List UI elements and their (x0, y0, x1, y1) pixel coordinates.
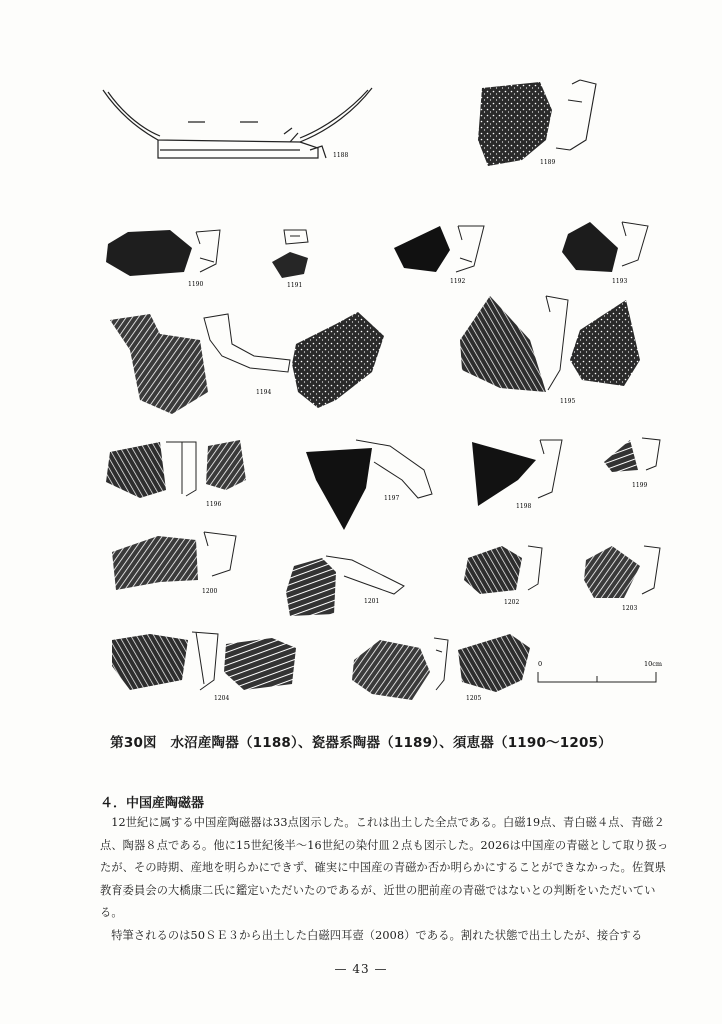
artifact-1202-sherd (464, 546, 522, 594)
artifact-1201-sherd (286, 558, 336, 616)
artifact-1201-profile (326, 556, 404, 594)
artifact-label-1201: 1201 (364, 598, 380, 605)
artifact-1190-sherd (106, 230, 192, 276)
artifact-1203-profile (642, 546, 660, 594)
artifact-1198-sherd (472, 442, 536, 506)
artifact-label-1202: 1202 (504, 599, 520, 606)
artifact-1194-profile (204, 314, 290, 372)
scale-bar-start-label: 0 (538, 660, 543, 668)
artifact-1198-profile (538, 440, 562, 498)
body-text (100, 812, 676, 947)
artifact-label-1200: 1200 (202, 588, 218, 595)
artifact-label-1205: 1205 (466, 695, 482, 702)
artifact-1195-sherd-a (460, 296, 546, 392)
artifact-1205-profile (434, 638, 448, 690)
scale-bar-end-label: 10cm (644, 660, 663, 668)
artifact-1204-sherd-b (224, 638, 296, 690)
artifact-1189-sherd (478, 82, 552, 166)
artifact-1202-profile (528, 546, 542, 590)
artifact-1193-profile (622, 222, 648, 266)
section-heading: ４．中国産陶磁器 (100, 796, 205, 811)
artifact-label-1203: 1203 (622, 605, 638, 612)
artifact-label-1195: 1195 (560, 398, 576, 405)
artifact-label-1198: 1198 (516, 503, 532, 510)
artifact-label-1189: 1189 (540, 159, 556, 166)
artifact-1194-sherd-a (110, 314, 208, 414)
artifact-1197-sherd (306, 448, 372, 530)
paragraph: 特筆されるのは50ＳＥ３から出土した白磁四耳壺（2008）である。割れた状態で出土したが、接合する (111, 928, 643, 942)
artifact-1204-profile (192, 632, 218, 690)
artifact-1195-sherd-b (570, 300, 640, 386)
artifact-1189-profile (556, 80, 596, 150)
artifact-1199-sherd (604, 440, 638, 472)
artifact-1204-sherd-a (112, 634, 188, 690)
artifact-1195-profile (546, 296, 568, 390)
artifact-1196-sherd-b (206, 440, 246, 490)
artifact-label-1204: 1204 (214, 695, 230, 702)
artifact-label-1199: 1199 (632, 482, 648, 489)
artifact-1190-profile (196, 230, 220, 272)
artifact-1191-profile (284, 230, 308, 244)
artifact-1199-profile (642, 438, 660, 470)
artifact-1191-sherd (272, 252, 308, 278)
artifact-label-1190: 1190 (188, 281, 204, 288)
artifact-1203-sherd (584, 546, 640, 598)
artifact-1200-profile (204, 532, 236, 576)
artifact-label-1197: 1197 (384, 495, 400, 502)
figure-caption: 第30図 水沼産陶器（1188）、瓷器系陶器（1189）、須恵器（1190〜1205） (110, 735, 612, 751)
artifact-label-1196: 1196 (206, 501, 222, 508)
artifact-1192-sherd (394, 226, 450, 272)
artifact-1205-sherd-b (458, 634, 530, 692)
artifact-label-1192: 1192 (450, 278, 466, 285)
scale-bar (538, 660, 662, 682)
artifact-label-1194: 1194 (256, 389, 272, 396)
artifact-1193-sherd (562, 222, 618, 272)
page-number: — 43 — (334, 962, 388, 976)
artifact-1194-sherd-b (292, 312, 384, 408)
artifact-1188-profile (103, 88, 372, 158)
artifact-label-1193: 1193 (612, 278, 628, 285)
artifact-1196-sherd-a (106, 442, 166, 498)
artifact-1205-sherd-a (352, 640, 430, 700)
artifact-label-1191: 1191 (287, 282, 303, 289)
paragraph: 12世紀に属する中国産陶磁器は33点図示した。これは出土した全点である。白磁19点、青白磁４点、青磁２点、陶器８点である。他に15世紀後半〜16世紀の染付皿２点も図示した。2026は中国産の青磁として取り扱ったが、その時期、産地を明らかにできず、確実に中国産の青磁か否か明らかにすることができなかった。佐賀県教育委員会の大橋康二氏に鑑定いただいたのであるが、近世の肥前産の青磁ではないとの判断をいただいている。 (100, 816, 669, 919)
artifact-1192-profile (456, 226, 484, 272)
artifact-1200-sherd (112, 536, 198, 590)
artifact-label-1188: 1188 (333, 152, 349, 159)
artifact-1196-profile (166, 442, 196, 496)
